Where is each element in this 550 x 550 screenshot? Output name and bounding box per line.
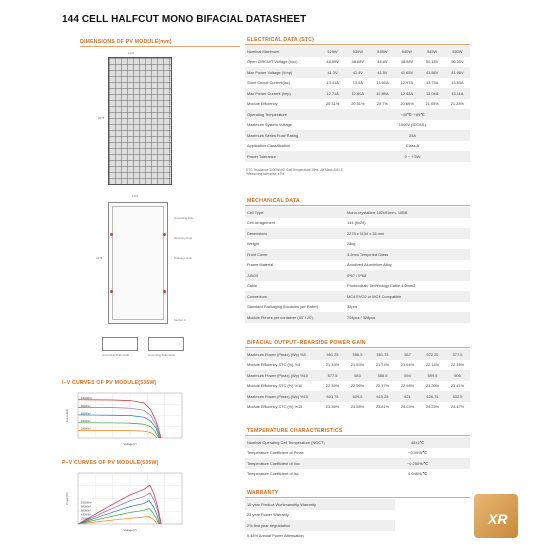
mechanical-value: IP67 / IP68 [345, 270, 470, 281]
bifacial-cell: 588.5 [370, 370, 395, 381]
electrical-single-value: Class A [355, 141, 470, 152]
stc-note [246, 168, 343, 177]
electrical-cell: 48.98V [394, 57, 419, 68]
mounting-hole-marker [163, 233, 166, 236]
electrical-single-row [245, 151, 470, 162]
electrical-cell: 12.80A [345, 88, 370, 99]
temperature-section-title: TEMPERATURE CHARACTERISTICS [247, 428, 343, 434]
pv-chart [64, 470, 186, 532]
bifacial-cell: 24.03% [395, 402, 420, 413]
electrical-cell: 48.68V [345, 57, 370, 68]
electrical-cell: 20.31% [320, 99, 345, 110]
bifacial-cell: 22.35% [445, 360, 470, 371]
mechanical-row [245, 228, 470, 239]
drain-hole-label: Drainage Hole [174, 256, 192, 260]
electrical-cell: 41.88V [420, 67, 445, 78]
electrical-cell: 13.11A [445, 88, 470, 99]
electrical-table [245, 46, 470, 109]
temperature-label: Nominal Operating Cell Temperature (NOCT) [245, 437, 365, 448]
electrical-row [245, 88, 470, 99]
front-height-label: 2278 [96, 256, 103, 260]
mechanical-value: 2278 x 1134 x 35 mm [345, 228, 470, 239]
warranty-item: 25 year Power Warranty [245, 510, 395, 521]
grounding-hole-label: Grounding Hole [174, 216, 194, 220]
stc-note-line-1: STC: Irradiance 1000W/m2, Cell Temperature 25℃, Air Mass AM1.5 [246, 168, 343, 172]
page-title: 144 CELL HALFCUT MONO BIFACIAL DATASHEET [62, 14, 307, 25]
series-label: 800W/m² [81, 404, 91, 408]
bifacial-cell: 551.25 [320, 349, 345, 360]
bifacial-cell: 22.56% [345, 381, 370, 392]
electrical-cell: 13.04A [420, 88, 445, 99]
electrical-cell: 20.51% [345, 99, 370, 110]
electrical-cell: 13.75A [420, 78, 445, 89]
brand-logo [474, 494, 518, 538]
y-axis-label: Current(A) [65, 408, 69, 423]
bifacial-cell: 21.94% [395, 360, 420, 371]
bifacial-label: Module Efficiency STC (%) %15 [245, 402, 320, 413]
mechanical-label: Dimensions [245, 228, 345, 239]
temperature-divider [245, 435, 470, 436]
dimensions-section-title: DIMENSIONS OF PV MODULE(mm) [80, 39, 172, 45]
temperature-row [245, 469, 470, 480]
electrical-cell: 20.89% [394, 99, 419, 110]
electrical-single-row [245, 130, 470, 141]
section-b-profile [102, 337, 138, 351]
mechanical-table [245, 207, 470, 323]
series-label: 400W/m² [81, 513, 91, 517]
iv-chart [64, 390, 186, 446]
bifacial-cell: 603.75 [320, 391, 345, 402]
mounting-hole-marker [110, 233, 113, 236]
bifacial-cell: 615.25 [370, 391, 395, 402]
bifacial-cell: 621 [395, 391, 420, 402]
mechanical-row [245, 249, 470, 260]
mechanical-label: Cell Type [245, 207, 345, 218]
mechanical-section-title: MECHANICAL DATA [247, 198, 300, 204]
mechanical-value: Photovoltaic Technology Cable 4.0mm2 [345, 281, 470, 292]
bifacial-row [245, 360, 470, 371]
electrical-section-title: ELECTRICAL DATA (STC) [247, 37, 315, 43]
bifacial-cell: 605 [445, 370, 470, 381]
series-label: 200W/m² [81, 427, 91, 431]
mechanical-row [245, 281, 470, 292]
mechanical-label: Module Pieces per container (40' / 20') [245, 312, 345, 323]
bifacial-cell: 22.77% [370, 381, 395, 392]
height-label-left: 2278 [98, 116, 105, 120]
bifacial-cell: 21.33% [320, 360, 345, 371]
temperature-row [245, 458, 470, 469]
series-label: 600W/m² [81, 412, 91, 416]
electrical-cell: 41.5V [370, 67, 394, 78]
mounting-hole-label: Mounting Hole [174, 236, 193, 240]
mechanical-value: Anodized Aluminium Alloy [345, 260, 470, 271]
mechanical-label: Connectors [245, 291, 345, 302]
temperature-table [245, 437, 470, 479]
brand-logo-text: XR [488, 511, 508, 527]
temperature-row [245, 448, 470, 459]
electrical-row-label: Module Efficiency [245, 99, 320, 110]
temperature-value: −0.250%/℃ [365, 458, 470, 469]
electrical-row-label: Max Power Current (Imp) [245, 88, 320, 99]
series-label: 1000W/m² [81, 397, 93, 401]
mechanical-value: 704pcs / 328pcs [345, 312, 470, 323]
series-label: 800W/m² [81, 505, 91, 509]
pv-curve-title: P–V CURVES OF PV MODULE(535W) [62, 460, 159, 466]
bifacial-cell: 577.5 [445, 349, 470, 360]
electrical-single-value: 0 ~ + 5W [355, 151, 470, 162]
mechanical-label: Weight [245, 239, 345, 250]
front-width-label: 1134 [132, 194, 139, 198]
section-a-label: Section A [174, 318, 186, 322]
bifacial-cell: 22.35% [320, 381, 345, 392]
temperature-value: −0.39%/℃ [365, 448, 470, 459]
electrical-row [245, 46, 470, 57]
mechanical-label: Standard Packaging (Modules per Pallet) [245, 302, 345, 313]
mounting-hole-marker [163, 290, 166, 293]
electrical-single-table [245, 109, 470, 162]
electrical-cell: 550W [445, 46, 470, 57]
module-frame-view [96, 194, 206, 332]
electrical-cell: 41.65V [394, 67, 419, 78]
bifacial-cell: 24.47% [445, 402, 470, 413]
electrical-cell: 535W [370, 46, 394, 57]
mechanical-label: Cell Arragement [245, 218, 345, 229]
electrical-cell: 545W [420, 46, 445, 57]
bifacial-table [245, 349, 470, 412]
bifacial-cell: 583 [345, 370, 370, 381]
y-axis-label: Power(W) [65, 492, 69, 505]
electrical-cell: 41.4V [345, 67, 370, 78]
bifacial-cell: 556.5 [345, 349, 370, 360]
electrical-row-label: Open CIRCUIT Voltage (Voc) [245, 57, 320, 68]
series-label: 400W/m² [81, 420, 91, 424]
mechanical-label: Front Cover [245, 249, 345, 260]
x-axis-label: Voltage(V) [123, 442, 137, 446]
bifacial-cell: 23.36% [320, 402, 345, 413]
electrical-cell: 48.59V [320, 57, 345, 68]
warranty-item: 0.45% Annual Power Attenuation [245, 531, 395, 542]
electrical-cell: 13.60A [370, 78, 394, 89]
electrical-cell: 50.35V [445, 57, 470, 68]
electrical-single-label: Maximum Series Fuse Rating [245, 130, 355, 141]
electrical-row-label: Max Power Voltage (Vmp) [245, 67, 320, 78]
x-axis-label: Voltage(V) [123, 528, 137, 532]
warranty-row [245, 531, 395, 542]
bifacial-label: Maximum Power (Pmax) (Wp) %5 [245, 349, 320, 360]
bifacial-cell: 22.98% [395, 381, 420, 392]
warranty-item: 10 year Product Workmanship Warranty [245, 499, 395, 510]
bifacial-cell: 21.74% [370, 360, 395, 371]
electrical-row [245, 67, 470, 78]
mechanical-value: 3.2mm Tempered Glass [345, 249, 470, 260]
electrical-single-label: Maximum System Voltage [245, 120, 355, 131]
bifacial-row [245, 381, 470, 392]
mechanical-row [245, 239, 470, 250]
bifacial-label: Maximum Power (Pmax) (Wp) %15 [245, 391, 320, 402]
electrical-row-label: Short Circuit Current(Isc) [245, 78, 320, 89]
electrical-cell: 12.68A [394, 88, 419, 99]
electrical-cell: 41.3V [320, 67, 345, 78]
mechanical-row [245, 312, 470, 323]
temperature-row [245, 437, 470, 448]
warranty-item: 2% first year degradation [245, 520, 395, 531]
mechanical-row [245, 270, 470, 281]
electrical-cell: 13.41A [320, 78, 345, 89]
bifacial-cell: 24.25% [420, 402, 445, 413]
mechanical-value: 32pcs [345, 302, 470, 313]
electrical-cell: 48.8V [370, 57, 394, 68]
bifacial-row [245, 391, 470, 402]
stc-note-line-2: *Measuring tolerance: ±3% [246, 172, 285, 177]
electrical-single-value: −40℃~+85℃ [355, 109, 470, 120]
bifacial-cell: 567 [395, 349, 420, 360]
temperature-label: Temperature Coefficient of Pmax [245, 448, 365, 459]
mechanical-row [245, 207, 470, 218]
mechanical-value: MC4 EVO2 or MC4 Compatible [345, 291, 470, 302]
warranty-row [245, 510, 395, 521]
bifacial-row [245, 370, 470, 381]
bifacial-cell: 599.5 [420, 370, 445, 381]
bifacial-cell: 577.5 [320, 370, 345, 381]
series-label: 1000W/m² [81, 501, 93, 505]
bifacial-cell: 609.5 [345, 391, 370, 402]
bifacial-row [245, 402, 470, 413]
iv-curve-title: I–V CURVES OF PV MODULE(535W) [62, 380, 157, 386]
electrical-single-value: 1500V (IEC/UL) [355, 120, 470, 131]
mechanical-label: Frame Material [245, 260, 345, 271]
electrical-cell: 525W [320, 46, 345, 57]
warranty-table [245, 499, 395, 541]
cell-grid [108, 57, 172, 185]
frame-outline [108, 202, 168, 324]
electrical-single-label: Application Classification [245, 141, 355, 152]
electrical-cell: 12.71A [320, 88, 345, 99]
series-label: 600W/m² [81, 509, 91, 513]
bifacial-label: Module Efficiency STC (%) %5 [245, 360, 320, 371]
mechanical-divider [245, 205, 470, 206]
electrical-cell: 20.7% [370, 99, 394, 110]
warranty-row [245, 499, 395, 510]
electrical-single-value: 25A [355, 130, 470, 141]
electrical-cell: 12.97A [394, 78, 419, 89]
frame-section-views [100, 334, 190, 362]
electrical-row-label: Nominal Maximum [245, 46, 320, 57]
bifacial-cell: 626.75 [420, 391, 445, 402]
bifacial-cell: 23.58% [345, 402, 370, 413]
electrical-single-row [245, 141, 470, 152]
mechanical-value: Mono-crystalline 182x91mm, 10BB [345, 207, 470, 218]
electrical-single-label: Operating Temperature [245, 109, 355, 120]
mechanical-value: 28kg [345, 239, 470, 250]
mechanical-value: 144 (6x24) [345, 218, 470, 229]
electrical-cell: 41.98V [445, 67, 470, 78]
bifacial-section-title: BIFACIAL OUTPUT–REARSIDE POWER GAIN [247, 340, 366, 346]
mechanical-label: J-BOX [245, 270, 345, 281]
bifacial-cell: 594 [395, 370, 420, 381]
electrical-cell: 540W [394, 46, 419, 57]
electrical-row [245, 99, 470, 110]
warranty-row [245, 520, 395, 531]
frame-inner [112, 206, 164, 320]
bifacial-divider [245, 347, 470, 348]
electrical-cell: 530W [345, 46, 370, 57]
bifacial-cell: 632.5 [445, 391, 470, 402]
mechanical-row [245, 218, 470, 229]
temperature-value: 0.046%/℃ [365, 469, 470, 480]
bifacial-cell: 23.20% [420, 381, 445, 392]
mechanical-row [245, 302, 470, 313]
width-label-top: 1134 [128, 51, 135, 55]
mechanical-row [245, 260, 470, 271]
electrical-cell: 13.83A [445, 78, 470, 89]
electrical-cell: 50.18V [420, 57, 445, 68]
bifacial-cell: 561.75 [370, 349, 395, 360]
bifacial-cell: 22.14% [420, 360, 445, 371]
temperature-label: Temperature Coefficient of Voc [245, 458, 365, 469]
electrical-cell: 21.28% [445, 99, 470, 110]
bifacial-cell: 23.81% [370, 402, 395, 413]
series-label: 200W/m² [81, 517, 91, 521]
bifacial-cell: 572.25 [420, 349, 445, 360]
electrical-cell: 13.5A [345, 78, 370, 89]
section-a-profile [148, 337, 184, 351]
module-back-view [100, 52, 180, 188]
mechanical-row [245, 291, 470, 302]
temperature-label: Temperature Coefficient of Isc [245, 469, 365, 480]
warranty-section-title: WARRANTY [247, 490, 279, 496]
frame-note-1: Grounding/Drain Hole [102, 353, 130, 357]
bifacial-label: Module Efficiency STC (%) %10 [245, 381, 320, 392]
electrical-row [245, 78, 470, 89]
bifacial-label: Maximum Power (Pmax) (Wp) %10 [245, 370, 320, 381]
bifacial-cell: 21.53% [345, 360, 370, 371]
frame-note-2: Grounding/Drain Hole [148, 353, 176, 357]
mechanical-label: Cable [245, 281, 345, 292]
electrical-single-row [245, 109, 470, 120]
electrical-row [245, 57, 470, 68]
electrical-divider [245, 44, 470, 45]
mounting-hole-marker [110, 290, 113, 293]
electrical-single-label: Power Tolerance [245, 151, 355, 162]
temperature-value: 45±2℃ [365, 437, 470, 448]
bifacial-cell: 23.41% [445, 381, 470, 392]
warranty-divider [245, 497, 470, 498]
electrical-single-row [245, 120, 470, 131]
electrical-cell: 12.89A [370, 88, 394, 99]
bifacial-row [245, 349, 470, 360]
electrical-cell: 21.09% [420, 99, 445, 110]
dimensions-divider [80, 46, 240, 47]
